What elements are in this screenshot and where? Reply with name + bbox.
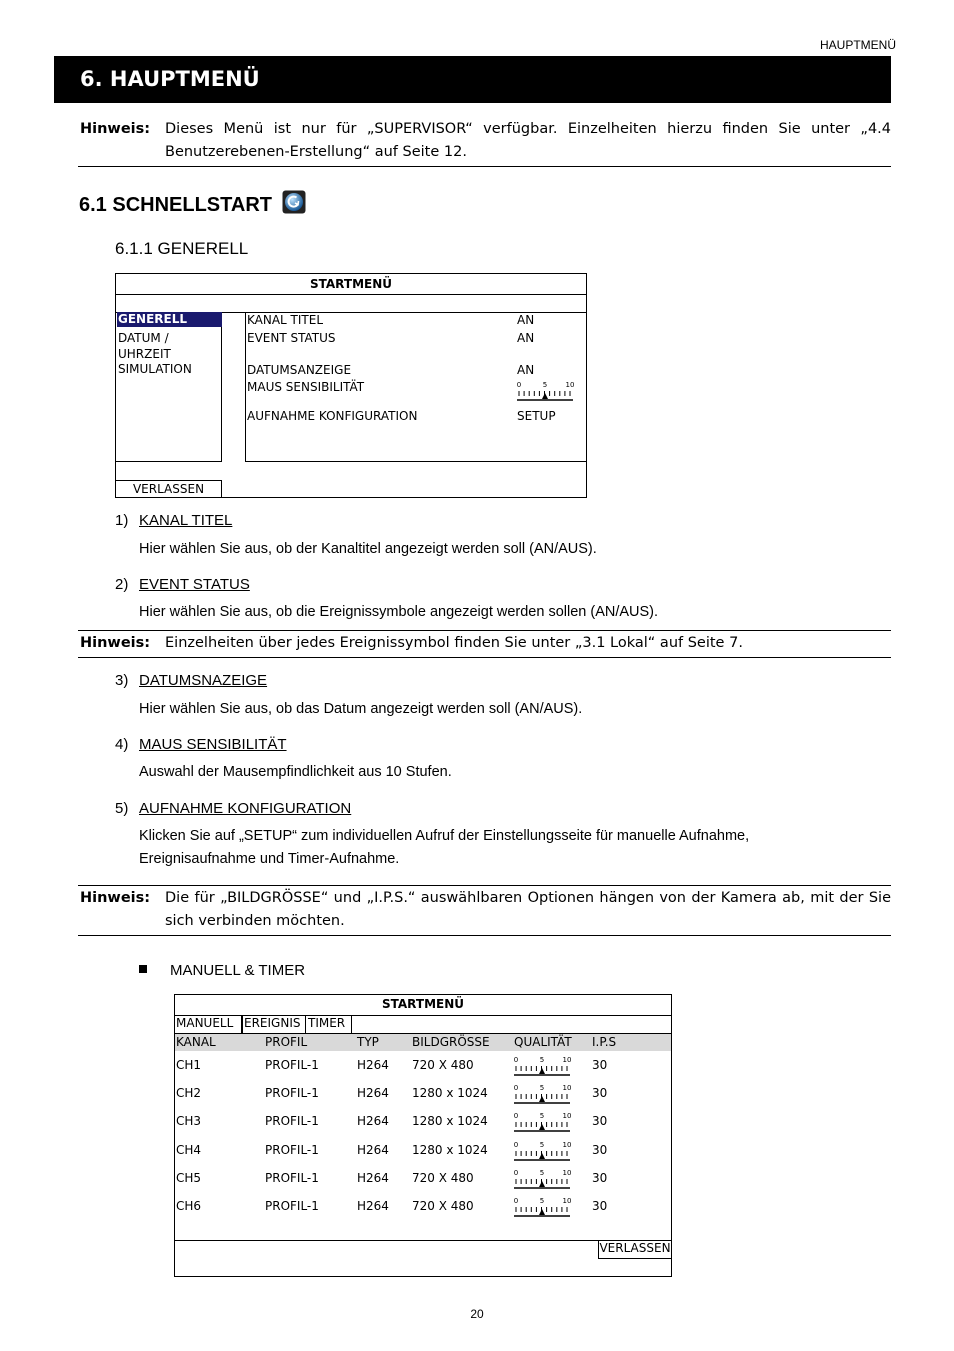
- sidebar-item-simulation[interactable]: SIMULATION: [118, 362, 192, 376]
- cell-type: H264: [357, 1114, 389, 1128]
- cell-ips: 30: [592, 1199, 608, 1213]
- cell-profile: PROFIL-1: [265, 1086, 319, 1100]
- slider-scale-label: 10: [562, 1169, 571, 1177]
- cell-profile: PROFIL-1: [265, 1058, 319, 1072]
- note-rule: [78, 166, 891, 167]
- note-text: Einzelheiten über jedes Ereignissymbol finden Sie unter „3.1 Lokal“ auf Seite 7.: [165, 635, 743, 651]
- mouse-sensitivity-slider[interactable]: [516, 381, 574, 403]
- note-rule: [78, 657, 891, 658]
- note-rule: [78, 885, 891, 886]
- cell-profile: PROFIL-1: [265, 1199, 319, 1213]
- slider-pointer: [539, 1124, 545, 1130]
- startmenu-general-panel: [115, 273, 587, 498]
- slider-graphic: [513, 1056, 571, 1078]
- quality-slider[interactable]: [513, 1084, 571, 1106]
- item-heading: EVENT STATUS: [139, 576, 250, 593]
- slider-pointer: [539, 1068, 545, 1074]
- setting-value[interactable]: AN: [517, 331, 535, 345]
- slider-scale-label: 5: [539, 1141, 545, 1149]
- slider-graphic: [513, 1197, 571, 1219]
- setting-value[interactable]: AN: [517, 363, 535, 377]
- cell-channel: CH5: [176, 1171, 202, 1185]
- setup-button[interactable]: SETUP: [517, 409, 556, 423]
- note-2: [78, 632, 891, 655]
- item-heading: KANAL TITEL: [139, 512, 233, 529]
- slider-pointer: [539, 1181, 545, 1187]
- slider-scale-label: 5: [539, 1084, 545, 1092]
- slider-pointer: [539, 1209, 545, 1215]
- item-body: Hier wählen Sie aus, ob das Datum angezeigt werden soll (AN/AUS).: [139, 701, 583, 717]
- cell-ips: 30: [592, 1171, 608, 1185]
- note-rule: [78, 630, 891, 631]
- setting-value[interactable]: AN: [517, 313, 535, 327]
- bullet-square: [139, 965, 147, 973]
- item-number: 2): [115, 576, 129, 593]
- cell-ips: 30: [592, 1086, 608, 1100]
- section-title: [79, 190, 306, 220]
- cell-size: 1280 x 1024: [412, 1086, 488, 1100]
- slider-graphic: [516, 381, 574, 403]
- slider-scale-label: 10: [562, 1141, 571, 1149]
- slider-pointer: [542, 393, 548, 399]
- slider-scale-label: 5: [539, 1056, 545, 1064]
- panel-title: STARTMENÜ: [382, 997, 464, 1011]
- exit-button[interactable]: VERLASSEN: [598, 1240, 671, 1259]
- column-header: TYP: [357, 1035, 379, 1049]
- item-number: 1): [115, 512, 129, 529]
- slider-scale-label: 5: [539, 1169, 545, 1177]
- quality-slider[interactable]: [513, 1169, 571, 1191]
- cell-channel: CH2: [176, 1086, 202, 1100]
- slider-scale-label: 10: [565, 381, 574, 389]
- slider-scale-label: 0: [513, 1141, 519, 1149]
- cell-size: 1280 x 1024: [412, 1114, 488, 1128]
- slider-scale-label: 5: [542, 381, 548, 389]
- slider-scale-label: 5: [539, 1197, 545, 1205]
- chapter-title: 6. HAUPTMENÜ: [54, 56, 891, 103]
- cell-channel: CH4: [176, 1143, 202, 1157]
- cell-profile: PROFIL-1: [265, 1171, 319, 1185]
- item-body: Hier wählen Sie aus, ob die Ereignissymbole angezeigt werden sollen (AN/AUS).: [139, 604, 659, 620]
- cell-profile: PROFIL-1: [265, 1114, 319, 1128]
- quality-slider[interactable]: [513, 1197, 571, 1219]
- section-title-text: 6.1 SCHNELLSTART: [79, 193, 272, 216]
- setting-label: MAUS SENSIBILITÄT: [247, 380, 365, 394]
- note-label: Hinweis:: [80, 890, 151, 906]
- slider-graphic: [513, 1141, 571, 1163]
- slider-pointer: [539, 1153, 545, 1159]
- item-body: Auswahl der Mausempfindlichkeit aus 10 Stufen.: [139, 764, 452, 780]
- sidebar-item-datum-uhrzeit[interactable]: DATUM / UHRZEIT: [118, 331, 171, 361]
- cell-size: 720 X 480: [412, 1171, 474, 1185]
- column-header: BILDGRÖSSE: [412, 1035, 490, 1049]
- cell-ips: 30: [592, 1058, 608, 1072]
- note-text: Dieses Menü ist nur für „SUPERVISOR“ verfügbar. Einzelheiten hierzu finden Sie unter „4.4 Benutzerebenen-Erstellung“ auf Seite 12.: [165, 121, 891, 160]
- setting-label: KANAL TITEL: [247, 313, 324, 327]
- item-body: Klicken Sie auf „SETUP“ zum individuellen Aufruf der Einstellungsseite für manuelle Aufnahme, Ereignisaufnahme und Timer-Aufnahme.: [139, 828, 750, 867]
- cell-type: H264: [357, 1199, 389, 1213]
- slider-pointer: [539, 1096, 545, 1102]
- item-heading: AUFNAHME KONFIGURATION: [139, 800, 352, 817]
- quality-slider[interactable]: [513, 1141, 571, 1163]
- slider-scale-label: 5: [539, 1112, 545, 1120]
- item-body: Hier wählen Sie aus, ob der Kanaltitel angezeigt werden soll (AN/AUS).: [139, 541, 597, 557]
- column-header: QUALITÄT: [514, 1035, 572, 1049]
- panel-title: STARTMENÜ: [310, 277, 392, 291]
- note-label: Hinweis:: [80, 635, 151, 651]
- slider-graphic: [513, 1084, 571, 1106]
- slider-scale-label: 0: [513, 1169, 519, 1177]
- cell-type: H264: [357, 1058, 389, 1072]
- cell-ips: 30: [592, 1143, 608, 1157]
- slider-scale-label: 10: [562, 1056, 571, 1064]
- cell-ips: 30: [592, 1114, 608, 1128]
- cell-type: H264: [357, 1171, 389, 1185]
- setting-label: DATUMSANZEIGE: [247, 363, 352, 377]
- slider-scale-label: 0: [513, 1112, 519, 1120]
- startmenu-record-panel: [174, 994, 672, 1277]
- exit-button[interactable]: VERLASSEN: [116, 480, 222, 498]
- quick-start-globe-icon: [282, 190, 306, 220]
- note-label: Hinweis:: [80, 121, 151, 137]
- column-header: I.P.S: [592, 1035, 617, 1049]
- item-number: 4): [115, 736, 129, 753]
- running-header: HAUPTMENÜ: [819, 38, 896, 52]
- slider-scale-label: 10: [562, 1197, 571, 1205]
- bullet-text: MANUELL & TIMER: [170, 962, 306, 979]
- item-heading: MAUS SENSIBILITÄT: [139, 736, 287, 753]
- item-number: 5): [115, 800, 129, 817]
- cell-size: 720 X 480: [412, 1199, 474, 1213]
- tab-manuell[interactable]: MANUELL: [175, 1015, 242, 1033]
- cell-channel: CH3: [176, 1114, 202, 1128]
- cell-type: H264: [357, 1086, 389, 1100]
- note-rule: [78, 935, 891, 936]
- note-3: [78, 887, 891, 933]
- subsection-title: 6.1.1 GENERELL: [115, 239, 249, 258]
- note-1: [78, 118, 891, 164]
- slider-scale-label: 10: [562, 1112, 571, 1120]
- slider-scale-label: 0: [513, 1084, 519, 1092]
- tab-timer[interactable]: TIMER: [306, 1015, 352, 1033]
- tab-ereignis[interactable]: EREIGNIS: [242, 1015, 306, 1033]
- setting-label: AUFNAHME KONFIGURATION: [247, 409, 418, 423]
- cell-size: 720 X 480: [412, 1058, 474, 1072]
- sidebar-item-generell[interactable]: GENERELL: [117, 312, 222, 327]
- slider-graphic: [513, 1112, 571, 1134]
- column-header: KANAL: [176, 1035, 216, 1049]
- column-header: PROFIL: [265, 1035, 308, 1049]
- slider-scale-label: 0: [516, 381, 522, 389]
- setting-label: EVENT STATUS: [247, 331, 336, 345]
- slider-scale-label: 0: [513, 1056, 519, 1064]
- note-text: Die für „BILDGRÖSSE“ und „I.P.S.“ auswählbaren Optionen hängen von der Kamera ab, mit der Sie sich verbinden möchten.: [165, 890, 891, 929]
- cell-profile: PROFIL-1: [265, 1143, 319, 1157]
- slider-scale-label: 10: [562, 1084, 571, 1092]
- quality-slider[interactable]: [513, 1056, 571, 1078]
- slider-scale-label: 0: [513, 1197, 519, 1205]
- item-heading: DATUMSNAZEIGE: [139, 672, 268, 689]
- quality-slider[interactable]: [513, 1112, 571, 1134]
- page-number: 20: [470, 1307, 484, 1321]
- cell-size: 1280 x 1024: [412, 1143, 488, 1157]
- item-number: 3): [115, 672, 129, 689]
- cell-type: H264: [357, 1143, 389, 1157]
- slider-graphic: [513, 1169, 571, 1191]
- cell-channel: CH6: [176, 1199, 202, 1213]
- cell-channel: CH1: [176, 1058, 202, 1072]
